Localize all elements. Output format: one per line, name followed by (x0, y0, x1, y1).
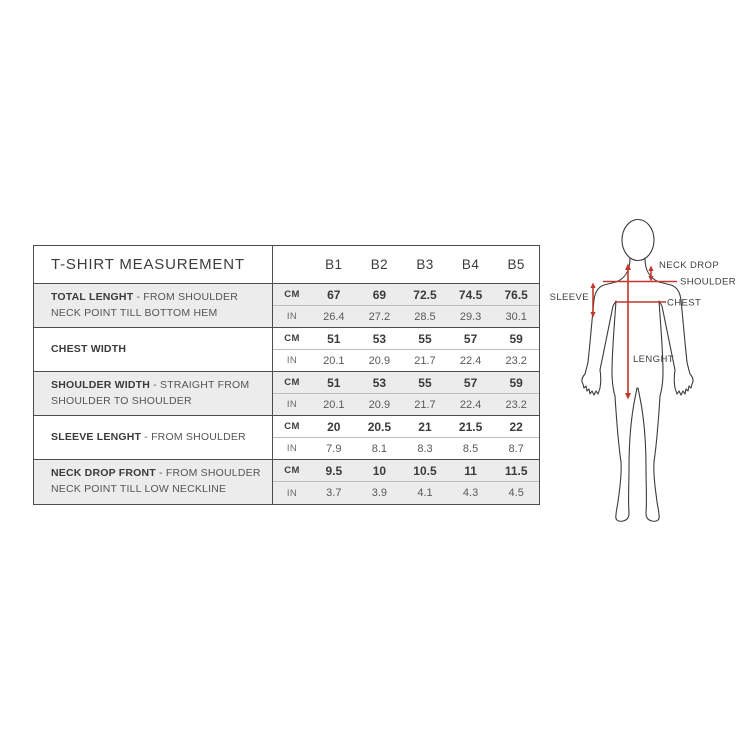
cm-value: 55 (402, 372, 448, 394)
in-value: 7.9 (311, 438, 357, 460)
measurement-row-label (34, 284, 273, 328)
cm-value: 10.5 (402, 460, 448, 482)
cm-value: 72.5 (402, 284, 448, 306)
neck-drop-arrow-up (648, 266, 653, 272)
table-title: T-SHIRT MEASUREMENT (34, 246, 273, 284)
in-value: 8.5 (448, 438, 494, 460)
size-column-header-b1: B1 (311, 246, 357, 284)
in-value: 28.5 (402, 306, 448, 328)
cm-value: 53 (357, 328, 403, 350)
cm-value: 51 (311, 328, 357, 350)
measurement-row-label (34, 328, 273, 372)
cm-value: 57 (448, 328, 494, 350)
unit-cm-label: CM (273, 328, 311, 350)
in-value: 4.5 (493, 482, 539, 504)
in-value: 23.2 (493, 394, 539, 416)
length-label: LENGHT (633, 354, 674, 365)
unit-cm-label: CM (273, 372, 311, 394)
in-value: 21.7 (402, 394, 448, 416)
cm-value: 10 (357, 460, 403, 482)
cm-value: 21 (402, 416, 448, 438)
unit-in-label: IN (273, 482, 311, 504)
length-arrow-down (625, 393, 631, 400)
sleeve-arrow-up (590, 283, 595, 289)
measurement-row-label (34, 372, 273, 416)
cm-value: 11 (448, 460, 494, 482)
in-value: 20.1 (311, 394, 357, 416)
cm-value: 53 (357, 372, 403, 394)
measurement-row-label (34, 416, 273, 460)
in-value: 3.7 (311, 482, 357, 504)
in-value: 29.3 (448, 306, 494, 328)
measurement-name: TOTAL LENGHT (51, 290, 134, 303)
unit-in-label: IN (273, 350, 311, 372)
size-column-header-b2: B2 (357, 246, 403, 284)
sleeve-arrow-down (590, 312, 595, 318)
cm-value: 51 (311, 372, 357, 394)
in-value: 8.3 (402, 438, 448, 460)
unit-in-label: IN (273, 438, 311, 460)
in-value: 22.4 (448, 350, 494, 372)
body-measurement-diagram (550, 205, 750, 535)
cm-value: 67 (311, 284, 357, 306)
in-value: 8.7 (493, 438, 539, 460)
neck-drop-label: NECK DROP (659, 260, 720, 271)
cm-value: 69 (357, 284, 403, 306)
size-column-header-b4: B4 (448, 246, 494, 284)
unit-cm-label: CM (273, 460, 311, 482)
sleeve-label: SLEEVE (550, 292, 589, 303)
in-value: 23.2 (493, 350, 539, 372)
measurement-description: - FROM SHOULDER NECK POINT TILL LOW NECKLINE (51, 467, 261, 495)
head-outline (622, 220, 654, 261)
in-value: 3.9 (357, 482, 403, 504)
in-value: 22.4 (448, 394, 494, 416)
measurement-name: SLEEVE LENGHT (51, 430, 142, 443)
unit-cm-label: CM (273, 416, 311, 438)
measurement-description: - FROM SHOULDER (144, 430, 246, 443)
header-spacer (273, 246, 311, 284)
cm-value: 20 (311, 416, 357, 438)
measurement-name: NECK DROP FRONT (51, 467, 156, 480)
unit-in-label: IN (273, 306, 311, 328)
cm-value: 57 (448, 372, 494, 394)
in-value: 4.3 (448, 482, 494, 504)
in-value: 20.9 (357, 350, 403, 372)
size-column-header-b3: B3 (402, 246, 448, 284)
measurement-name: SHOULDER WIDTH (51, 378, 151, 391)
size-chart-table (33, 245, 540, 505)
measurement-description: - STRAIGHT FROM SHOULDER TO SHOULDER (51, 378, 250, 407)
cm-value: 21.5 (448, 416, 494, 438)
chest-label: CHEST (667, 297, 702, 309)
size-column-header-b5: B5 (493, 246, 539, 284)
unit-in-label: IN (273, 394, 311, 416)
length-arrow-up (625, 264, 631, 271)
cm-value: 74.5 (448, 284, 494, 306)
cm-value: 59 (493, 328, 539, 350)
in-value: 20.9 (357, 394, 403, 416)
in-value: 8.1 (357, 438, 403, 460)
measurement-row-label (34, 460, 273, 504)
in-value: 20.1 (311, 350, 357, 372)
measurement-description: - FROM SHOULDER NECK POINT TILL BOTTOM HEM (51, 290, 239, 319)
cm-value: 59 (493, 372, 539, 394)
in-value: 21.7 (402, 350, 448, 372)
cm-value: 20.5 (357, 416, 403, 438)
cm-value: 76.5 (493, 284, 539, 306)
in-value: 27.2 (357, 306, 403, 328)
cm-value: 11.5 (493, 460, 539, 482)
cm-value: 22 (493, 416, 539, 438)
cm-value: 9.5 (311, 460, 357, 482)
unit-cm-label: CM (273, 284, 311, 306)
measurement-name: CHEST WIDTH (51, 342, 127, 355)
shoulder-label: SHOULDER (680, 276, 736, 288)
in-value: 30.1 (493, 306, 539, 328)
cm-value: 55 (402, 328, 448, 350)
in-value: 26.4 (311, 306, 357, 328)
in-value: 4.1 (402, 482, 448, 504)
